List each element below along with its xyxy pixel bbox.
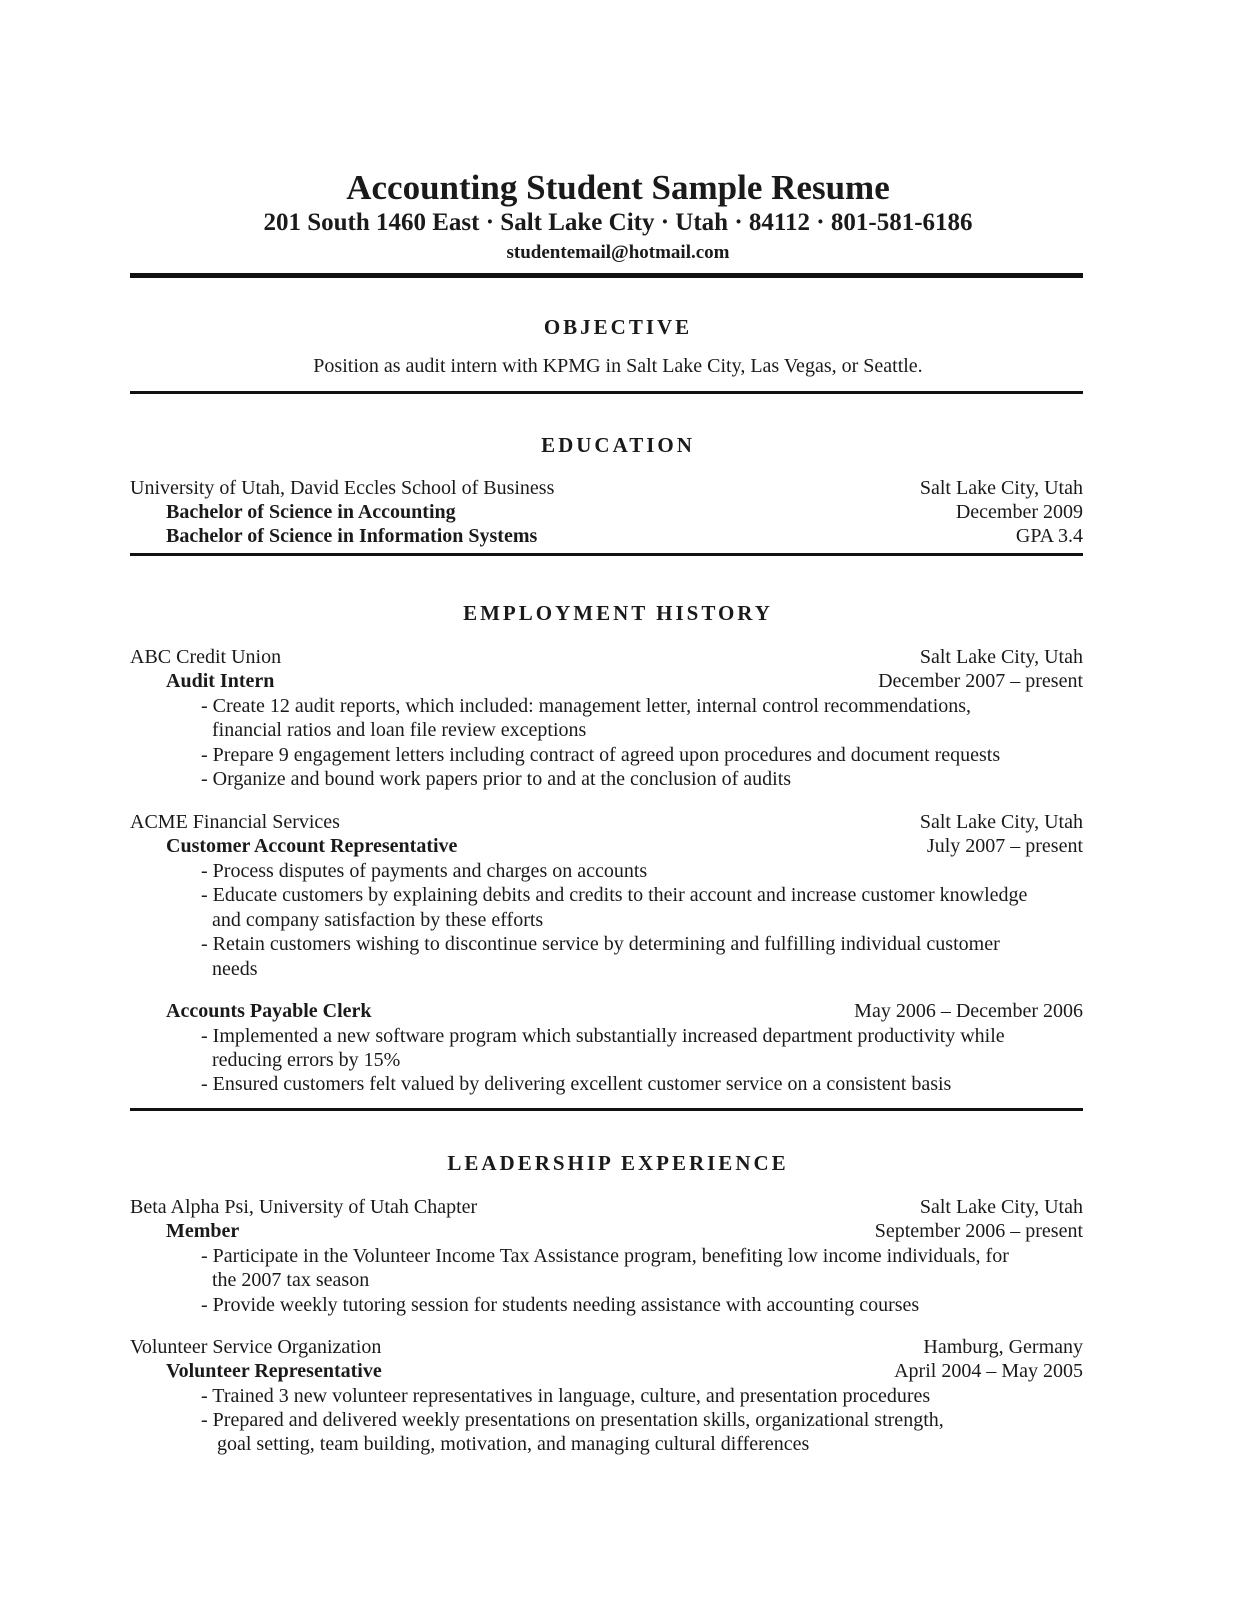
job3-bullet-2: - Ensured customers felt valued by delivering excellent customer service on a consistent basis (201, 1073, 952, 1095)
job1-bullet-1-cont: financial ratios and loan file review exceptions (212, 719, 587, 741)
org1-role: Member (166, 1220, 240, 1242)
org1-bullet-2: - Provide weekly tutoring session for students needing assistance with accounting courses (201, 1294, 920, 1316)
contact-address: 201 South 1460 East · Salt Lake City · Utah · 84112 · 801-581-6186 (263, 209, 973, 236)
contact-email: studentemail@hotmail.com (506, 242, 730, 263)
job1-location: Salt Lake City, Utah (919, 646, 1083, 668)
job2-bullet-2: - Educate customers by explaining debits and credits to their account and increase customer knowledge (201, 884, 1028, 906)
job2-location: Salt Lake City, Utah (919, 811, 1083, 833)
job2-title: Customer Account Representative (166, 835, 458, 857)
employment-divider (130, 1108, 1083, 1111)
job2-bullet-3: - Retain customers wishing to discontinue service by determining and fulfilling individual customer (201, 933, 1000, 955)
resume-title: Accounting Student Sample Resume (346, 168, 890, 207)
job3-bullet-1: - Implemented a new software program which substantially increased department productivity while (201, 1025, 1005, 1047)
objective-divider (130, 391, 1083, 394)
leadership-heading: LEADERSHIP EXPERIENCE (447, 1151, 789, 1175)
org2-dates: April 2004 – May 2005 (894, 1360, 1083, 1382)
education-divider (130, 553, 1083, 556)
job1-bullet-2: - Prepare 9 engagement letters including contract of agreed upon procedures and document requests (201, 744, 1001, 766)
objective-text: Position as audit intern with KPMG in Salt Lake City, Las Vegas, or Seattle. (313, 355, 923, 377)
org2-role: Volunteer Representative (166, 1360, 382, 1382)
org2-bullet-2: - Prepared and delivered weekly presentations on presentation skills, organizational strength, (201, 1409, 944, 1431)
job1-dates: December 2007 – present (878, 670, 1083, 692)
org2-bullet-2-cont: goal setting, team building, motivation, and managing cultural differences (217, 1433, 810, 1455)
job2-dates: July 2007 – present (926, 835, 1083, 857)
education-degree-accounting: Bachelor of Science in Accounting (166, 501, 456, 523)
org2-name: Volunteer Service Organization (130, 1336, 382, 1358)
org1-bullet-1: - Participate in the Volunteer Income Tax Assistance program, benefiting low income individuals, for (201, 1245, 1009, 1267)
job2-bullet-2-cont: and company satisfaction by these efforts (212, 909, 544, 931)
job1-bullet-3: - Organize and bound work papers prior to and at the conclusion of audits (201, 768, 792, 790)
education-location: Salt Lake City, Utah (919, 477, 1083, 499)
education-date: December 2009 (955, 501, 1083, 523)
objective-heading: OBJECTIVE (543, 315, 693, 339)
job1-title: Audit Intern (166, 670, 275, 692)
job3-bullet-1-cont: reducing errors by 15% (212, 1049, 401, 1071)
org1-location: Salt Lake City, Utah (919, 1196, 1083, 1218)
job2-bullet-1: - Process disputes of payments and charges on accounts (201, 860, 648, 882)
education-heading: EDUCATION (541, 433, 695, 457)
job1-employer: ABC Credit Union (130, 646, 282, 668)
job2-employer: ACME Financial Services (130, 811, 340, 833)
job1-bullet-1: - Create 12 audit reports, which included: management letter, internal control recommendations, (201, 695, 972, 717)
job2-bullet-3-cont: needs (212, 958, 258, 980)
org2-location: Hamburg, Germany (923, 1336, 1083, 1358)
education-degree-is: Bachelor of Science in Information Systems (166, 525, 538, 547)
header-divider (130, 273, 1083, 278)
job3-title: Accounts Payable Clerk (166, 1000, 372, 1022)
job3-dates: May 2006 – December 2006 (854, 1000, 1083, 1022)
education-school: University of Utah, David Eccles School of Business (130, 477, 555, 499)
org1-bullet-1-cont: the 2007 tax season (212, 1269, 370, 1291)
org1-dates: September 2006 – present (874, 1220, 1083, 1242)
education-gpa: GPA 3.4 (1015, 525, 1083, 547)
org2-bullet-1: - Trained 3 new volunteer representatives in language, culture, and presentation procedures (201, 1385, 931, 1407)
org1-name: Beta Alpha Psi, University of Utah Chapter (130, 1196, 478, 1218)
employment-heading: EMPLOYMENT HISTORY (463, 601, 773, 625)
